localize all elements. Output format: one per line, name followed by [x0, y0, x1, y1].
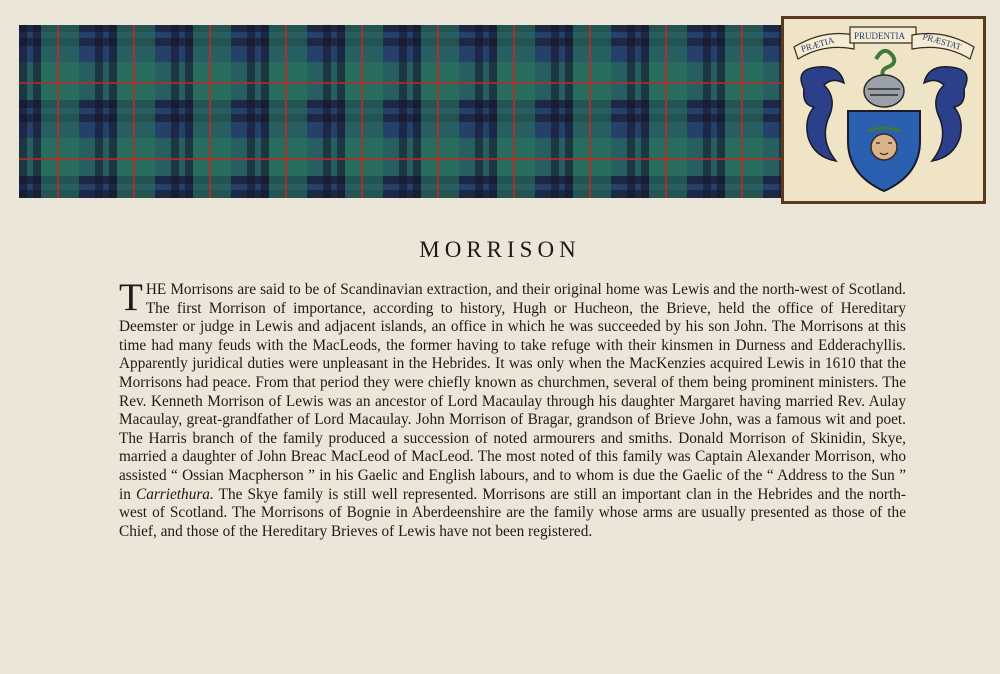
- tartan-swatch: [19, 25, 782, 198]
- body-text-part-1: HE Morrisons are said to be of Scandinavian extraction, and their original home was Lewis and the north-west of Scotland. The first Morrison of importance, according to history, Hugh or Hucheon, the Brieve, held the office of Hereditary Deemster or judge in Lewis and adjacent islands, an office in which he was succeeded by his son John. The Morrisons at this time had many feuds with the MacLeods, the former having to take refuge with their kinsmen in Durness and Edderachyllis. Apparently juridical duties were unpleasant in the Hebrides. It was only when the MacKenzies acquired Lewis in 1610 that the Morrisons had peace. From that period they were chiefly known as churchmen, several of them being prominent ministers. The Rev. Kenneth Morrison of Lewis was an ancestor of Lord Macaulay through his daughter Margaret having married Rev. Aulay Macaulay, great-grandfather of Lord Macaulay. John Morrison of Bragar, grandson of Brieve John, was a famous wit and poet. The Harris branch of the family produced a succession of noted armourers and smiths. Donald Morrison of Skinidin, Skye, married a daughter of John Breac MacLeod of MacLeod. The most noted of this family was Captain Alexander Morrison, who assisted “ Ossian Macpherson ” in his Gaelic and English labours, and to whom is due the Gaelic of the “ Address to the Sun ” in: [119, 281, 906, 503]
- motto-left: PRÆTIA: [799, 34, 836, 54]
- article-body: [119, 276, 907, 541]
- motto-center: PRUDENTIA: [854, 31, 905, 41]
- motto-right: PRÆSTAT: [921, 31, 963, 52]
- body-text-part-2: The Skye family is still well represented. Morrisons are still an important clan in the Hebrides and the north-west of Scotland. The Morrisons of Bognie in Aberdeenshire are the family whose arms are usually presented as those of the Chief, and those of the Hereditary Brieves of Lewis have not been registered.: [119, 485, 907, 540]
- coat-of-arms: [781, 16, 986, 204]
- drop-cap: T: [119, 276, 143, 319]
- crest-illustration: [784, 19, 983, 201]
- body-text-italic: Carriethura.: [136, 485, 214, 503]
- page-title: MORRISON: [419, 237, 581, 262]
